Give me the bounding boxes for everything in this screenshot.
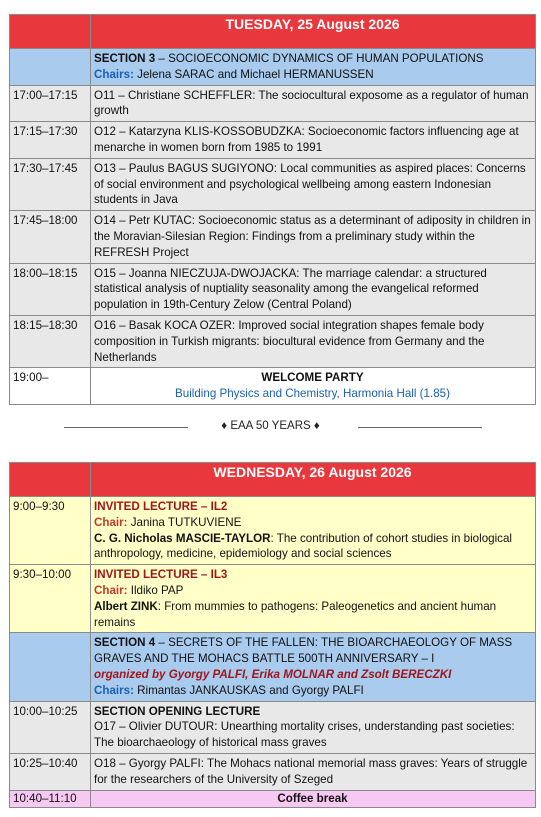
welcome-party-row <box>10 368 536 405</box>
coffee-label: Coffee break <box>91 790 536 807</box>
coffee-time: 10:40–11:10 <box>10 790 91 807</box>
talk-row <box>10 315 536 367</box>
il2-speaker: C. G. Nicholas MASCIE-TAYLOR <box>94 531 271 545</box>
talk-text: O18 – Gyorgy PALFI: The Mohacs national memorial mass graves: Years of struggle for the researchers of the University of Szeged <box>91 753 536 790</box>
il2-cell <box>91 497 536 565</box>
section-3-row <box>10 49 536 86</box>
coffee-break-row <box>10 790 536 807</box>
talk-row <box>10 122 536 159</box>
il2-title: INVITED LECTURE – IL2 <box>94 500 228 513</box>
party-venue: Building Physics and Chemistry, Harmonia Hall (1.85) <box>175 387 450 401</box>
il3-chair: Ildiko PAP <box>127 583 184 597</box>
eaa-divider <box>0 418 541 438</box>
talk-time: 17:30–17:45 <box>10 158 91 210</box>
party-time: 19:00– <box>10 368 91 405</box>
opening-lecture-row <box>10 701 536 753</box>
talk-row <box>10 85 536 122</box>
il2-chair-label: Chair: <box>94 515 128 529</box>
section-3-cell <box>91 49 536 86</box>
tuesday-schedule-table <box>9 14 536 405</box>
opening-cell <box>91 701 536 753</box>
section-4-row <box>10 633 536 701</box>
talk-text: O15 – Joanna NIECZUJA-DWOJACKA: The marriage calendar: a structured statistical analysis of nuptiality seasonality among the evangelical reformed population in 19th-Century Zelow (Central Poland) <box>91 263 536 315</box>
talk-text: O11 – Christiane SCHEFFLER: The sociocultural exposome as a regulator of human growth <box>91 85 536 122</box>
invited-lecture-il2-row <box>10 497 536 565</box>
talk-text: O16 – Basak KOCA OZER: Improved social integration shapes female body composition in Turkish migrants: biocultural evidence from Germany and the Netherlands <box>91 315 536 367</box>
opening-label: SECTION OPENING LECTURE <box>94 704 261 718</box>
party-cell <box>91 368 536 405</box>
il2-chair: Janina TUTKUVIENE <box>127 515 242 529</box>
talk-time: 17:15–17:30 <box>10 122 91 159</box>
opening-text: O17 – Olivier DUTOUR: Unearthing mortality crises, understanding past societies: The bioarchaeology of historical mass graves <box>94 720 515 750</box>
il3-speaker: Albert ZINK <box>94 599 158 613</box>
tuesday-header: TUESDAY, 25 August 2026 <box>91 15 536 49</box>
talk-time: 18:15–18:30 <box>10 315 91 367</box>
section-4-title: – SECRETS OF THE FALLEN: THE BIOARCHAEOLOGY OF MASS GRAVES AND THE MOHACS BATTLE 500TH ANNIVERSARY – I <box>94 636 513 666</box>
il3-title: INVITED LECTURE – IL3 <box>94 568 228 582</box>
wednesday-schedule-table <box>9 462 536 808</box>
divider-text: ♦ EAA 50 YEARS ♦ <box>221 420 320 432</box>
talk-row <box>10 211 536 263</box>
section-3-prefix: SECTION 3 <box>94 52 156 65</box>
il3-talk: : From mummies to pathogens: Paleogenetics and ancient human remains <box>94 599 497 629</box>
talk-text: O12 – Katarzyna KLIS-KOSSOBUDZKA: Socioeconomic factors influencing age at menarche in women born from 1985 to 1991 <box>91 122 536 159</box>
talk-time: 10:25–10:40 <box>10 753 91 790</box>
section-3-title: – SOCIOECONOMIC DYNAMICS OF HUMAN POPULATIONS <box>155 52 484 65</box>
opening-time: 10:00–10:25 <box>10 701 91 753</box>
section-3-chairs-label: Chairs: <box>94 67 134 81</box>
talk-time: 17:00–17:15 <box>10 85 91 122</box>
wednesday-header-row <box>10 463 536 497</box>
invited-lecture-il3-row <box>10 565 536 633</box>
section-4-chairs: Rimantas JANKAUSKAS and Gyorgy PALFI <box>133 683 364 697</box>
il3-cell <box>91 565 536 633</box>
talk-time: 18:00–18:15 <box>10 263 91 315</box>
talk-text: O13 – Paulus BAGUS SUGIYONO: Local communities as aspired places: Concerns of social environment and psychological wellbeing among eastern Indonesian students in Java <box>91 158 536 210</box>
section-4-cell <box>91 633 536 701</box>
party-title: WELCOME PARTY <box>261 371 364 385</box>
wednesday-header: WEDNESDAY, 26 August 2026 <box>91 463 536 497</box>
section-3-chairs: Jelena SARAC and Michael HERMANUSSEN <box>133 67 374 81</box>
section-4-prefix: SECTION 4 <box>94 636 156 650</box>
il3-chair-label: Chair: <box>94 583 128 597</box>
section-4-organizers: organized by Gyorgy PALFI, Erika MOLNAR and Zsolt BERECZKI <box>94 667 452 681</box>
talk-row <box>10 158 536 210</box>
talk-time: 17:45–18:00 <box>10 211 91 263</box>
il2-talk: : The contribution of cohort studies in biological anthropology, medicine, epidemiology and social sciences <box>94 531 512 561</box>
talk-row <box>10 753 536 790</box>
tuesday-header-row <box>10 15 536 49</box>
il2-time: 9:00–9:30 <box>10 497 91 565</box>
il3-time: 9:30–10:00 <box>10 565 91 633</box>
talk-row <box>10 263 536 315</box>
talk-text: O14 – Petr KUTAC: Socioeconomic status as a determinant of adiposity in children in the Moravian-Silesian Region: Findings from a preliminary study within the REFRESH Project <box>91 211 536 263</box>
section-4-chairs-label: Chairs: <box>94 683 134 697</box>
